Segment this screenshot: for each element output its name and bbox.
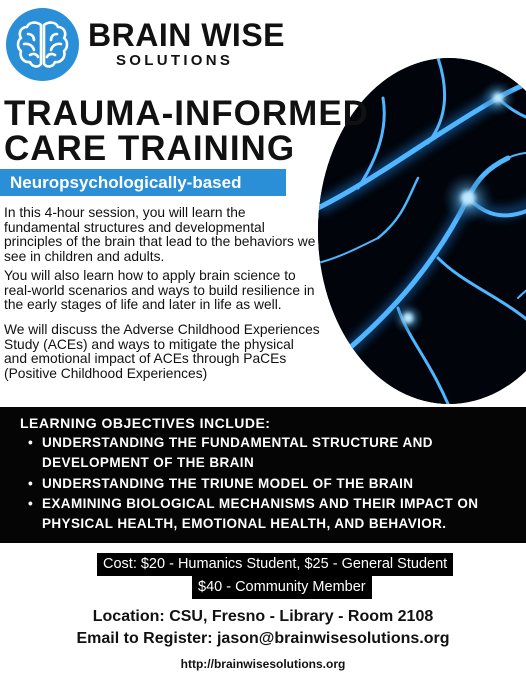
description-paragraph: In this 4-hour session, you will learn the fundamental structures and developmental principles of the brain that lead to the behaviors we see in children and adults. (4, 205, 316, 264)
objective-text: EXAMINING BIOLOGICAL MECHANISMS AND THEIR IMPACT ON PHYSICAL HEALTH, EMOTIONAL HEALTH, AND BEHAVIOR. (42, 496, 479, 531)
logo (6, 8, 79, 81)
description-paragraph: We will discuss the Adverse Childhood Experiences Study (ACEs) and ways to mitigate the physical and emotional impact of ACEs through PaCEs (Positive Childhood Experiences) (4, 322, 320, 381)
location-text: Location: CSU, Fresno - Library - Room 2108 (92, 608, 434, 625)
brain-icon (6, 8, 79, 81)
title-line-1: TRAUMA-INFORMED (4, 94, 369, 133)
bullet-icon: • (28, 476, 34, 491)
objective-item (30, 433, 510, 473)
bullet-icon: • (28, 435, 34, 450)
bullet-icon: • (28, 496, 34, 511)
objectives-section (0, 407, 526, 543)
objective-item (30, 494, 510, 534)
email-register-text[interactable]: Email to Register: jason@brainwisesolutions.org (76, 630, 450, 647)
brand-name: BRAIN WISE (88, 17, 285, 53)
cost-line-1: Cost: $20 - Humanics Student, $25 - General Student (97, 553, 453, 576)
subtitle-badge: Neuropsychologically-based (0, 169, 286, 196)
objective-text: UNDERSTANDING THE TRIUNE MODEL OF THE BRAIN (42, 476, 414, 491)
description-paragraph: You will also learn how to apply brain science to real-world scenarios and ways to build resilience in the early stages of life and later in life as well. (4, 268, 315, 312)
title-line-2: CARE TRAINING (4, 129, 296, 168)
objectives-heading: LEARNING OBJECTIVES INCLUDE: (20, 415, 271, 431)
cost-line-2: $40 - Community Member (192, 576, 372, 599)
objective-text: UNDERSTANDING THE FUNDAMENTAL STRUCTURE AND DEVELOPMENT OF THE BRAIN (42, 435, 433, 470)
objective-item (30, 474, 510, 494)
brand-subtitle: SOLUTIONS (116, 52, 234, 69)
website-link[interactable]: http://brainwisesolutions.org (180, 657, 346, 671)
